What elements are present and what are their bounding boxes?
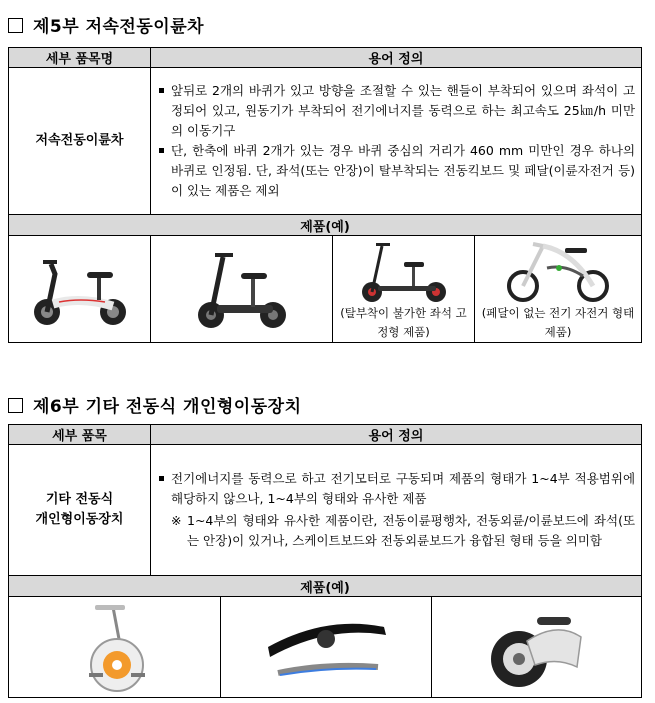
fixed-seat-scooter-icon <box>354 238 454 304</box>
product-image-pedalless-ebike <box>475 236 642 343</box>
product-caption: (탈부착이 불가한 좌석 고정형 제품) <box>340 306 467 339</box>
section5-title: 제5부 저속전동이륜차 <box>8 12 204 37</box>
definition-bullet: 단, 한축에 바퀴 2개가 있는 경우 바퀴 중심의 거리가 460 mm 미만인 경우 하나의 바퀴로 인정됨. 단, 좌석(또는 안장)이 탈부착되는 전동킥보드 및 페달(이륜자전거 등)이 있는 제품은 제외 <box>157 141 635 201</box>
header-definition: 용어 정의 <box>151 48 642 68</box>
products-header: 제품(예) <box>9 215 642 236</box>
note-mark: ※ <box>171 513 182 528</box>
product-image-balancing-unicycle <box>9 597 221 698</box>
header-definition: 용어 정의 <box>151 425 642 445</box>
product-image-electric-unicycle <box>432 597 642 698</box>
product-image-seated-scooter <box>9 236 151 343</box>
definition-cell <box>151 445 642 576</box>
definition-bullet: 앞뒤로 2개의 바퀴가 있고 방향을 조절할 수 있는 핸들이 부착되어 있으며 좌석이 고정되어 있고, 원동기가 부착되어 전기에너지를 동력으로 하는 최고속도 25㎞/h 미만의 이동기구 <box>157 81 635 141</box>
product-image-fixed-seat <box>333 236 475 343</box>
electric-unicycle-icon <box>477 601 597 693</box>
seated-kickboard-icon <box>187 243 297 335</box>
section5-table <box>8 47 642 343</box>
header-item-name: 세부 품목명 <box>9 48 151 68</box>
item-name-line2: 개인형이동장치 <box>35 512 124 527</box>
checkbox-square-icon <box>8 398 23 413</box>
item-name <box>9 445 151 576</box>
product-image-seated-kickboard <box>151 236 333 343</box>
item-name-line1: 기타 전동식 <box>45 492 114 507</box>
product-image-onewheel-board <box>221 597 432 698</box>
note-text: 1~4부의 형태와 유사한 제품이란, 전동이륜평행차, 전동외륜/이륜보드에 좌석(또는 안장)이 있거나, 스케이트보드와 전동외륜보드가 융합된 형태 등을 의미함 <box>187 513 636 548</box>
checkbox-square-icon <box>8 18 23 33</box>
header-item: 세부 품목 <box>9 425 151 445</box>
product-caption: (페달이 없는 전기 자전거 형태 제품) <box>481 306 635 339</box>
products-header: 제품(예) <box>9 576 642 597</box>
section6-title: 제6부 기타 전동식 개인형이동장치 <box>8 392 302 417</box>
pedalless-ebike-icon <box>503 238 613 304</box>
item-name: 저속전동이륜차 <box>9 68 151 215</box>
seated-scooter-icon <box>25 244 135 334</box>
onewheel-board-icon <box>256 607 396 687</box>
section6-table <box>8 424 642 698</box>
balancing-unicycle-icon <box>55 599 175 695</box>
definition-cell <box>151 68 642 215</box>
definition-bullet: 전기에너지를 동력으로 하고 전기모터로 구동되며 제품의 형태가 1~4부 적용범위에 해당하지 않으나, 1~4부의 형태와 유사한 제품 <box>157 469 635 509</box>
definition-note <box>157 511 635 551</box>
